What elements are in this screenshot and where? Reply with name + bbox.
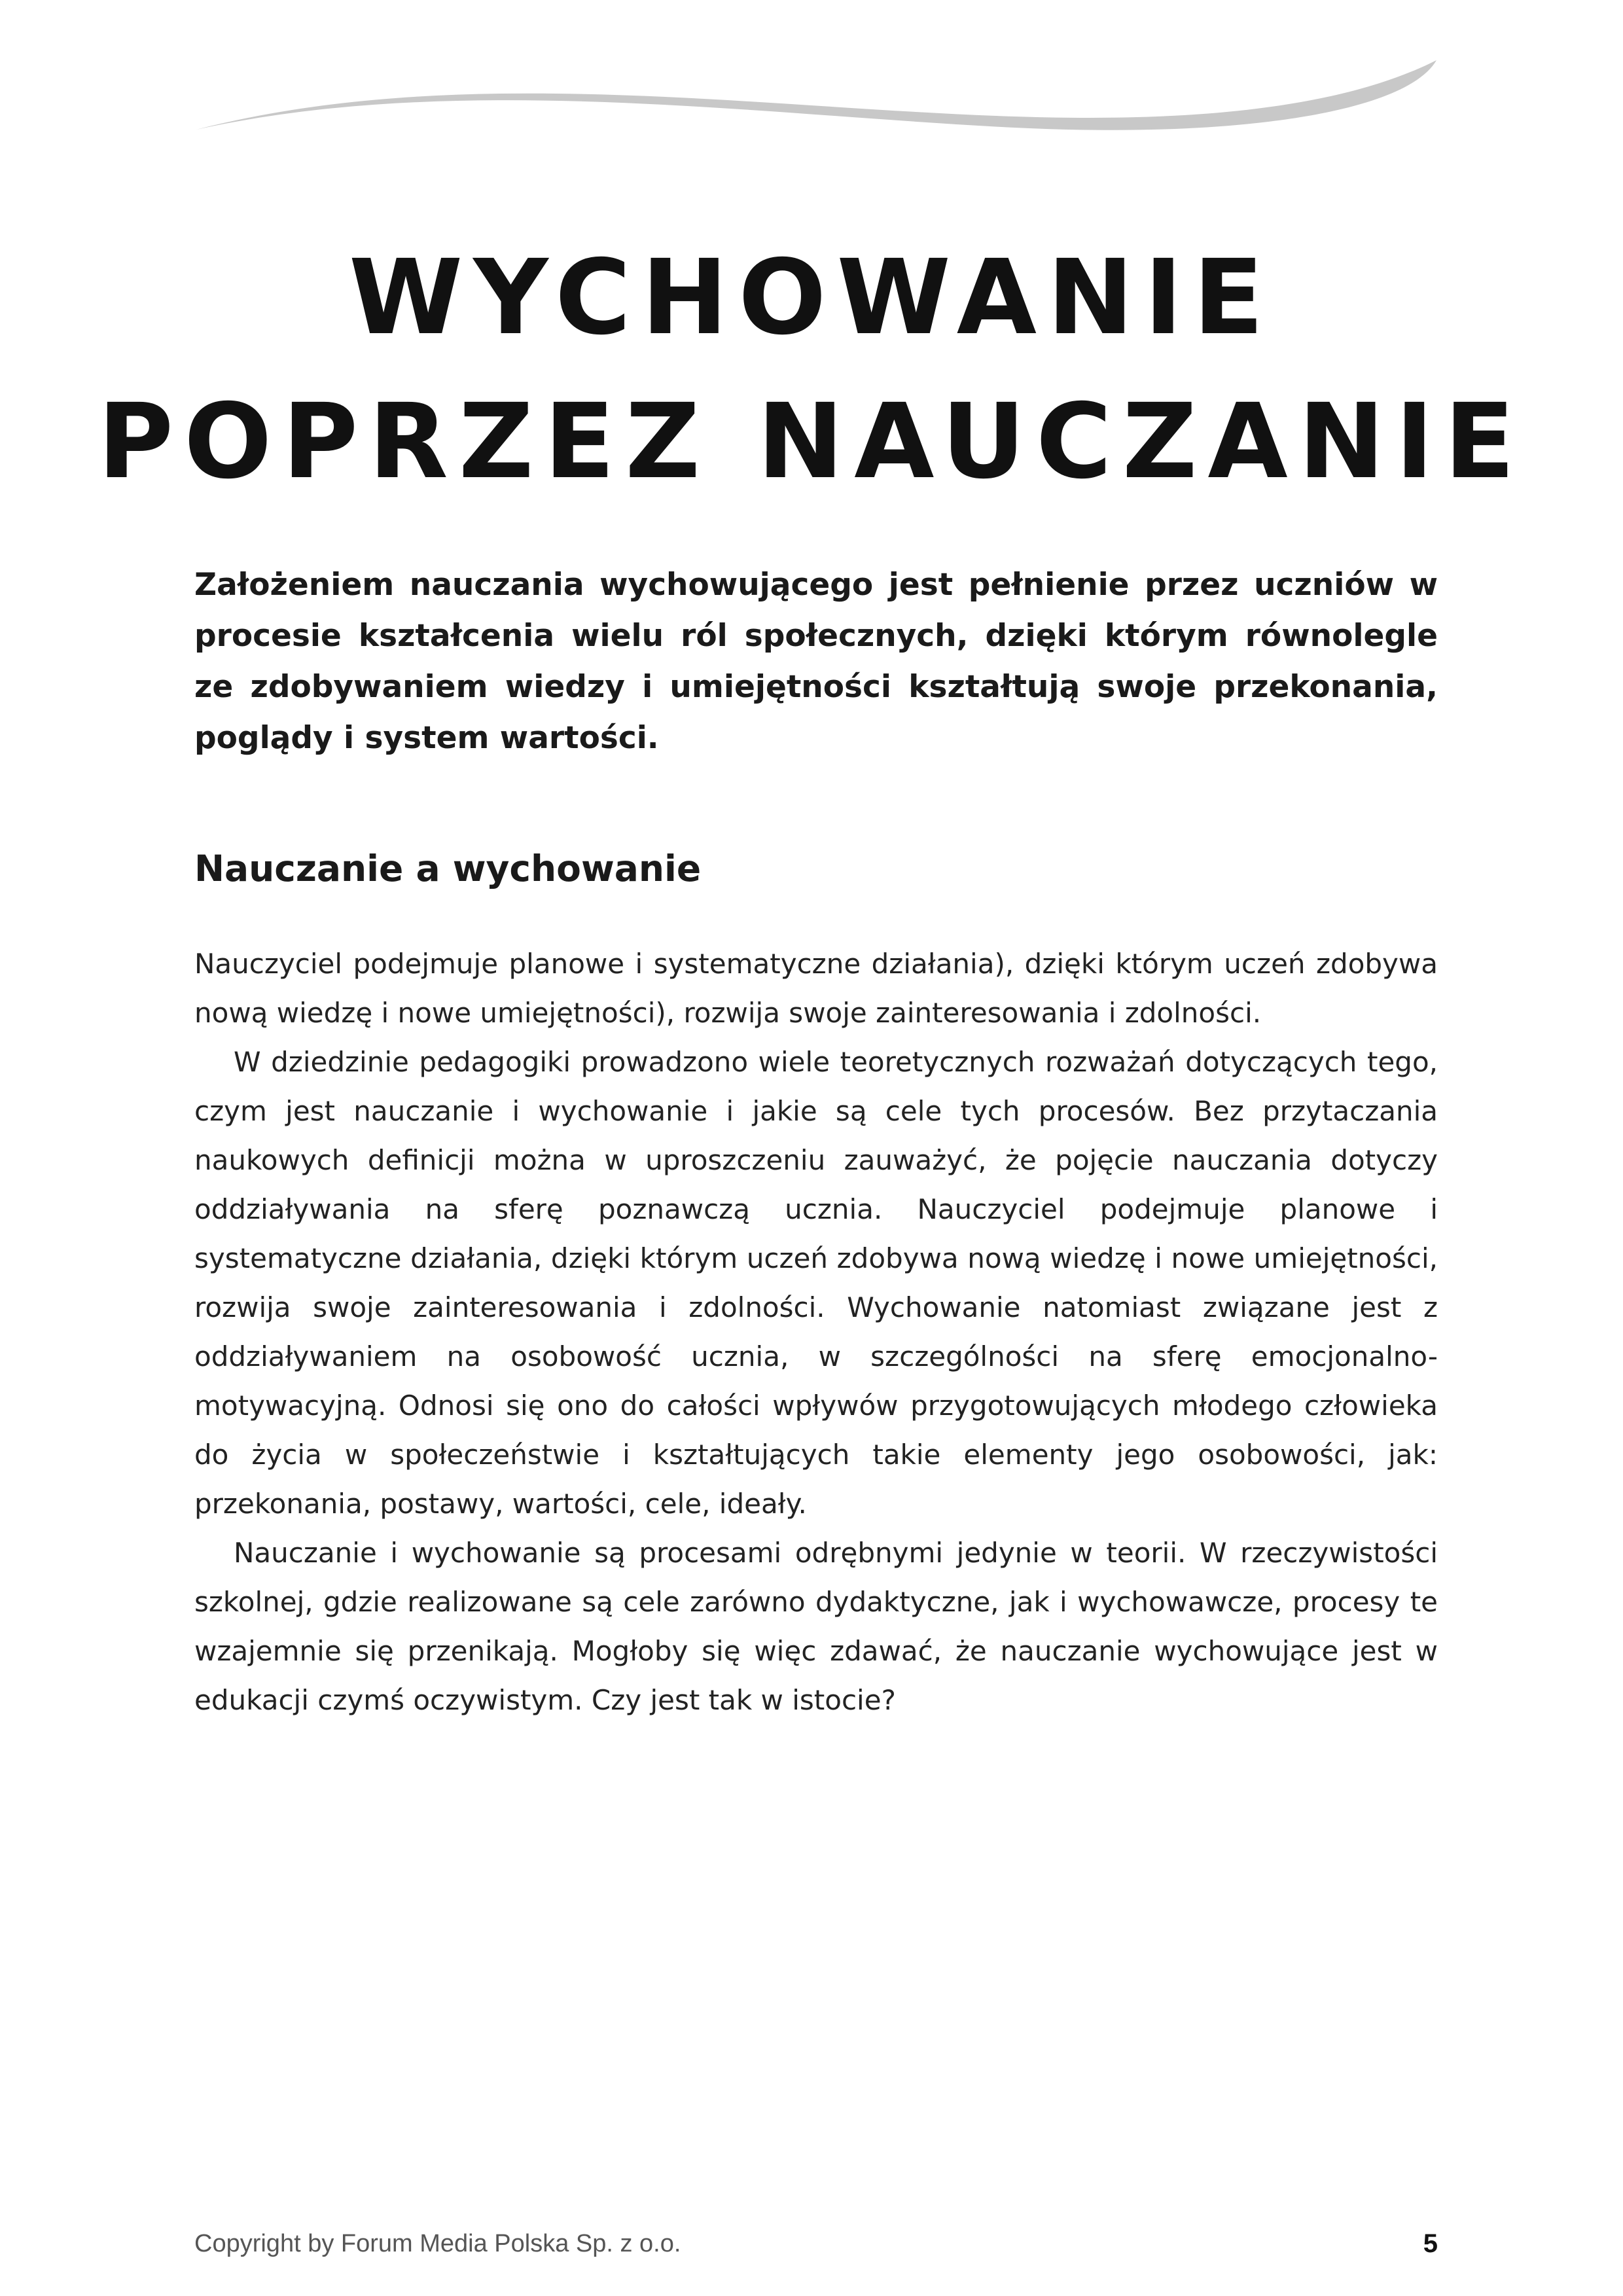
decorative-swoosh (0, 0, 1623, 196)
main-content (194, 560, 1438, 1725)
body-paragraph-1: Nauczyciel podejmuje planowe i systematyczne działania), dzięki którym uczeń zdobywa nową wiedzę i nowe umiejętności), rozwija swoje zainteresowania i zdolności. (194, 948, 1438, 1029)
page-title-line-1: WYCHOWANIE (349, 238, 1274, 358)
page-title (0, 226, 1623, 514)
body-paragraph-2: W dziedzinie pedagogiki prowadzono wiele teoretycznych rozważań dotyczących tego, czym jest nauczanie i wychowanie i jakie są cele tych procesów. Bez przytaczania naukowych definicji można w uproszczeniu zauważyć, że pojęcie nauczania dotyczy oddziaływania na sferę poznawczą ucznia. Nauczyciel podejmuje planowe i systematyczne działania, dzięki którym uczeń zdobywa nową wiedzę i nowe umiejętności, rozwija swoje zainteresowania i zdolności. Wychowanie natomiast związane jest z oddziaływaniem na osobowość ucznia, w szczególności na sferę emocjonalno-motywacyjną. Odnosi się ono do całości wpływów przygotowujących młodego człowieka do życia w społeczeństwie i kształtujących takie elementy jego osobowości, jak: przekonania, postawy, wartości, cele, ideały. (194, 1046, 1438, 1520)
body-paragraph-3: Nauczanie i wychowanie są procesami odrębnymi jedynie w teorii. W rzeczywistości szkolnej, gdzie realizowane są cele zarówno dydaktyczne, jak i wychowawcze, procesy te wzajemnie się przenikają. Mogłoby się więc zdawać, że nauczanie wychowujące jest w edukacji czymś oczywistym. Czy jest tak w istocie? (194, 1537, 1438, 1716)
page-title-line-2: POPRZEZ NAUCZANIE (98, 382, 1525, 502)
copyright-notice: Copyright by Forum Media Polska Sp. z o.o. (194, 2230, 681, 2257)
section-heading: Nauczanie a wychowanie (194, 848, 702, 889)
lead-paragraph: Założeniem nauczania wychowującego jest pełnienie przez uczniów w procesie kształcenia wielu ról społecznych, dzięki którym równolegle ze zdobywaniem wiedzy i umiejętności kształtują swoje przekonania, poglądy i system wartości. (194, 567, 1438, 756)
page-number: 5 (1423, 2229, 1438, 2258)
section-body (194, 939, 1438, 1725)
page-footer (194, 2224, 1438, 2263)
